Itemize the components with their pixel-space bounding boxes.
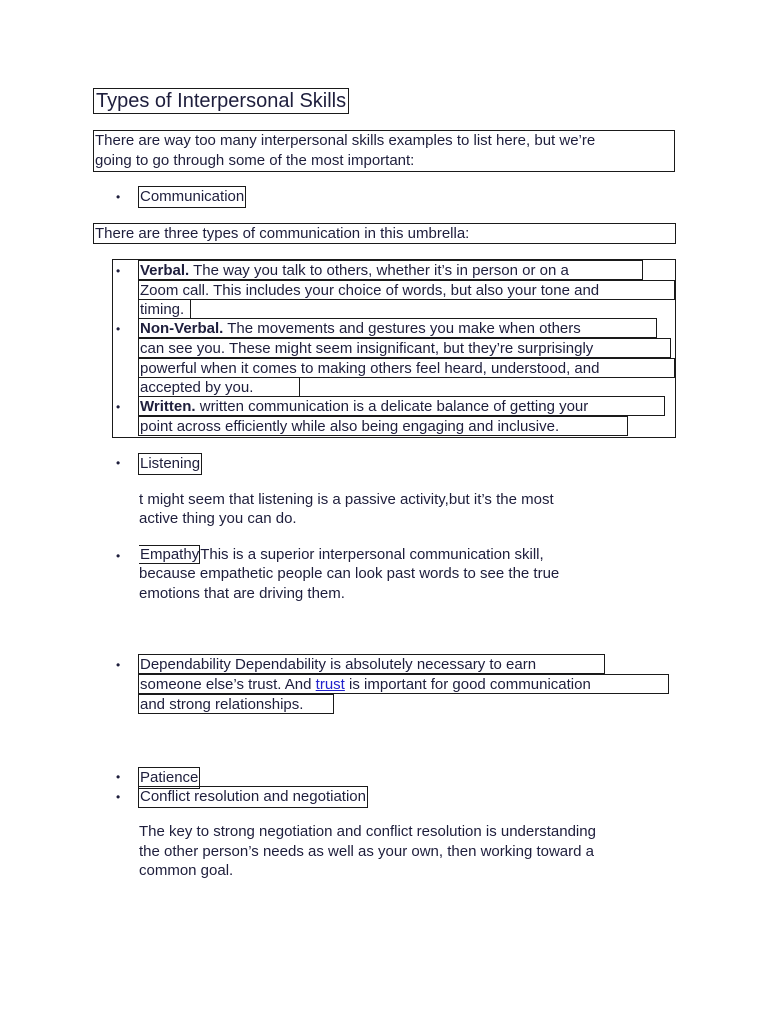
intro-paragraph — [93, 130, 675, 172]
dependability-line-1: Dependability Dependability is absolutely necessary to earn — [140, 656, 537, 673]
bullet-communication: • — [116, 190, 121, 204]
nonverbal-line-1: Non-Verbal. The movements and gestures you make when others — [140, 320, 581, 337]
nonverbal-line-3: powerful when it comes to making others feel heard, understood, and — [140, 360, 600, 377]
listening-text-line-2: active thing you can do. — [139, 510, 297, 527]
empathy-line-3: emotions that are driving them. — [139, 585, 345, 602]
bullet-nonverbal: • — [116, 322, 121, 336]
verbal-line-2: Zoom call. This includes your choice of words, but also your tone and — [140, 282, 600, 299]
page-title: Types of Interpersonal Skills — [93, 88, 349, 114]
empathy-line-1: EmpathyThis is a superior interpersonal communication skill, — [140, 546, 544, 563]
conflict-text-line-2: the other person’s needs as well as your own, then working toward a — [139, 843, 594, 860]
bullet-written: • — [116, 400, 121, 414]
bullet-verbal: • — [116, 264, 121, 278]
empathy-line-2: because empathetic people can look past words to see the true — [139, 565, 560, 582]
verbal-heading: Verbal. — [140, 262, 190, 279]
list-item-patience: Patience — [138, 767, 200, 789]
bullet-listening: • — [116, 456, 121, 470]
written-heading: Written. — [140, 398, 196, 415]
listening-text-line-1: t might seem that listening is a passive activity,but it’s the most — [139, 491, 554, 508]
nonverbal-heading: Non-Verbal. — [140, 320, 224, 337]
nonverbal-line-4: accepted by you. — [140, 379, 254, 396]
written-line-2: point across efficiently while also being engaging and inclusive. — [140, 418, 560, 435]
empathy-label: Empathy — [140, 546, 200, 563]
written-line-1: Written. written communication is a delicate balance of getting your — [140, 398, 589, 415]
nonverbal-line-2: can see you. These might seem insignificant, but they’re surprisingly — [140, 340, 594, 357]
bullet-conflict: • — [116, 790, 121, 804]
list-item-conflict-resolution: Conflict resolution and negotiation — [138, 786, 368, 808]
communication-types-intro: There are three types of communication in this umbrella: — [93, 223, 676, 244]
dependability-line-2: someone else’s trust. And trust is important for good communication — [140, 676, 591, 693]
intro-line-2: going to go through some of the most important: — [95, 152, 415, 169]
bullet-dependability: • — [116, 658, 121, 672]
verbal-line-3: timing. — [140, 301, 185, 318]
dependability-line-3: and strong relationships. — [140, 696, 304, 713]
trust-link[interactable]: trust — [315, 676, 345, 693]
list-item-listening: Listening — [138, 453, 202, 475]
bullet-empathy: • — [116, 549, 121, 563]
verbal-line-1: Verbal. The way you talk to others, whether it’s in person or on a — [140, 262, 569, 279]
list-item-communication: Communication — [138, 186, 246, 208]
conflict-text-line-3: common goal. — [139, 862, 234, 879]
bullet-patience: • — [116, 770, 121, 784]
intro-line-1: There are way too many interpersonal skills examples to list here, but we’re — [95, 132, 596, 149]
conflict-text-line-1: The key to strong negotiation and conflict resolution is understanding — [139, 823, 596, 840]
